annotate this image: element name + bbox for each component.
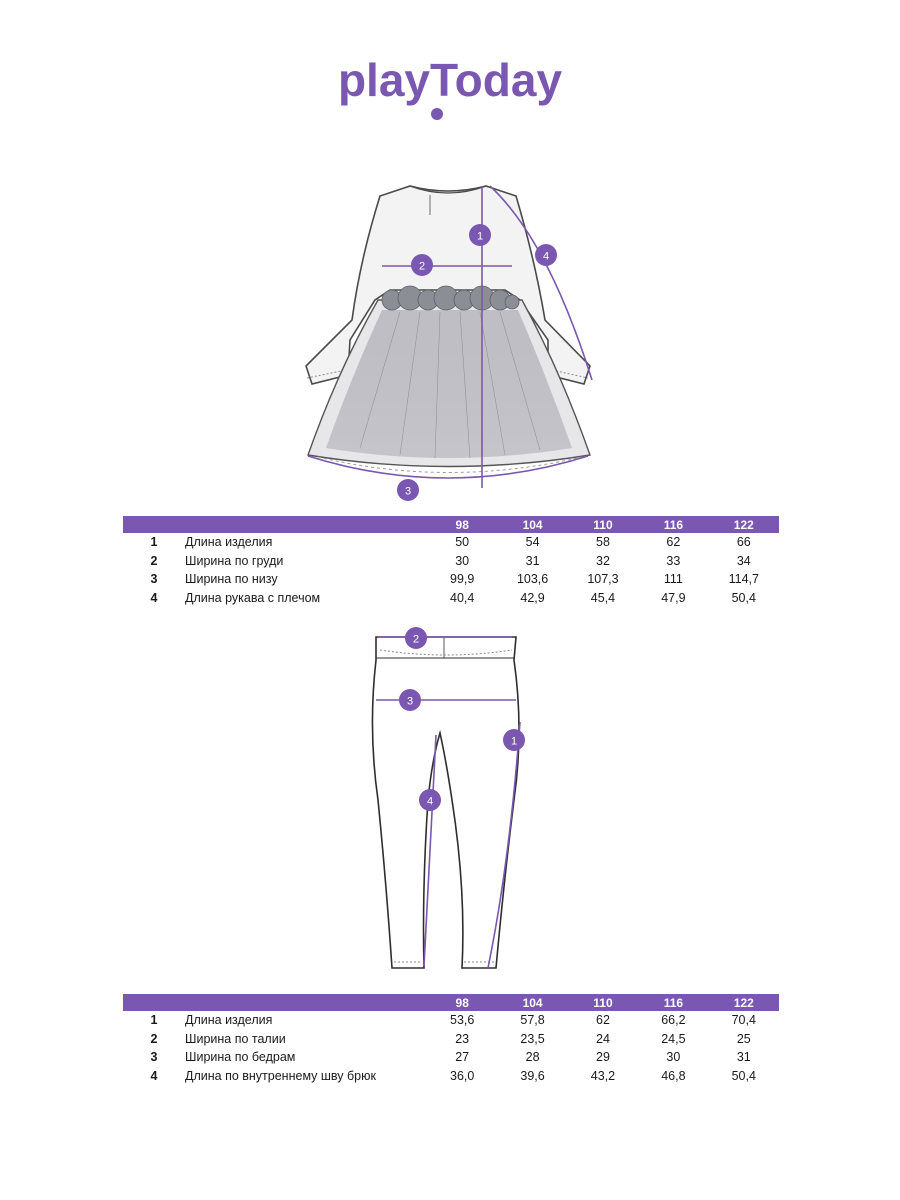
cell-value: 58 [596,535,610,549]
table-row [123,533,779,552]
leggings-marker-4 [419,789,441,811]
dress-size-table [123,516,779,607]
svg-text:1: 1 [476,230,484,243]
cell-value: 66,2 [661,1013,686,1027]
svg-text:3: 3 [406,695,414,708]
cell-value: 66 [736,535,751,549]
leggings-marker-3 [399,689,421,711]
cell-value: 24,5 [661,1031,686,1046]
dress-marker-1 [469,224,491,246]
table-row [123,570,779,589]
row-number: 3 [150,1050,158,1064]
size-header: 104 [497,994,567,1011]
table-header-row [123,994,779,1011]
size-header: 98 [427,516,497,533]
leggings-marker-1 [503,729,525,751]
size-header: 122 [709,994,779,1011]
cell-value: 47,9 [661,590,686,605]
row-label: Ширина по низу [185,572,278,586]
size-header: 122 [709,516,779,533]
row-number: 4 [150,1068,158,1083]
cell-value: 34 [736,553,751,568]
row-number: 3 [150,572,158,586]
cell-value: 33 [666,553,681,568]
cell-value: 70,4 [731,1013,756,1027]
cell-value: 50,4 [731,590,756,605]
cell-value: 45,4 [590,590,616,605]
dress-marker-3 [397,479,419,501]
dress-marker-2 [411,254,433,276]
cell-value: 114,7 [728,572,759,586]
svg-text:2: 2 [412,633,420,646]
cell-value: 57,8 [520,1013,545,1027]
row-label: Ширина по талии [185,1031,286,1046]
cell-value: 25 [736,1031,751,1046]
cell-value: 103,6 [516,572,549,586]
cell-value: 43,2 [590,1068,616,1083]
row-number: 2 [150,553,158,568]
leggings-diagram [0,620,900,980]
cell-value: 28 [525,1050,540,1064]
row-number: 1 [150,1013,158,1027]
row-label: Ширина по бедрам [185,1050,296,1064]
cell-value: 27 [455,1050,470,1064]
size-header: 110 [568,994,638,1011]
size-header: 98 [427,994,497,1011]
row-label: Длина изделия [185,535,273,549]
row-label: Длина рукава с плечом [185,590,321,605]
cell-value: 30 [455,553,470,568]
leggings-size-table [123,994,779,1085]
cell-value: 53,6 [450,1013,475,1027]
brand-logo-dot [431,108,443,120]
row-number: 4 [150,590,158,605]
cell-value: 23,5 [520,1031,545,1046]
size-header: 104 [497,516,567,533]
dress-diagram [0,170,900,505]
size-header: 110 [568,516,638,533]
cell-value: 62 [596,1013,610,1027]
row-number: 1 [150,535,158,549]
svg-text:2: 2 [418,260,426,273]
table-row [123,552,779,571]
brand-logo [0,52,900,132]
table-header-row [123,516,779,533]
svg-text:4: 4 [426,795,434,808]
svg-text:4: 4 [542,250,550,263]
cell-value: 46,8 [661,1068,686,1083]
svg-text:3: 3 [404,485,412,498]
cell-value: 29 [596,1050,610,1064]
cell-value: 42,9 [520,590,545,605]
svg-text:1: 1 [510,735,518,748]
cell-value: 36,0 [450,1068,475,1083]
row-label: Длина изделия [185,1013,273,1027]
cell-value: 50,4 [731,1068,756,1083]
row-label: Длина по внутреннему шву брюк [185,1068,376,1083]
table-row [123,1030,779,1049]
table-row [123,589,779,608]
cell-value: 31 [736,1050,751,1064]
leggings-marker-2 [405,627,427,649]
cell-value: 62 [666,535,681,549]
cell-value: 107,3 [587,572,619,586]
table-row [123,1011,779,1030]
cell-value: 39,6 [520,1068,545,1083]
size-header: 116 [638,516,708,533]
cell-value: 30 [666,1050,681,1064]
dress-marker-4 [535,244,557,266]
cell-value: 24 [596,1031,610,1046]
cell-value: 32 [596,553,610,568]
cell-value: 23 [455,1031,470,1046]
cell-value: 54 [525,535,540,549]
cell-value: 40,4 [450,590,475,605]
table-row [123,1067,779,1086]
cell-value: 50 [455,535,470,549]
cell-value: 99,9 [450,572,475,586]
cell-value: 111 [663,572,683,586]
cell-value: 31 [525,553,540,568]
brand-logo-text: playToday [337,54,563,106]
row-number: 2 [150,1031,158,1046]
table-row [123,1048,779,1067]
size-header: 116 [638,994,708,1011]
row-label: Ширина по груди [185,553,284,568]
